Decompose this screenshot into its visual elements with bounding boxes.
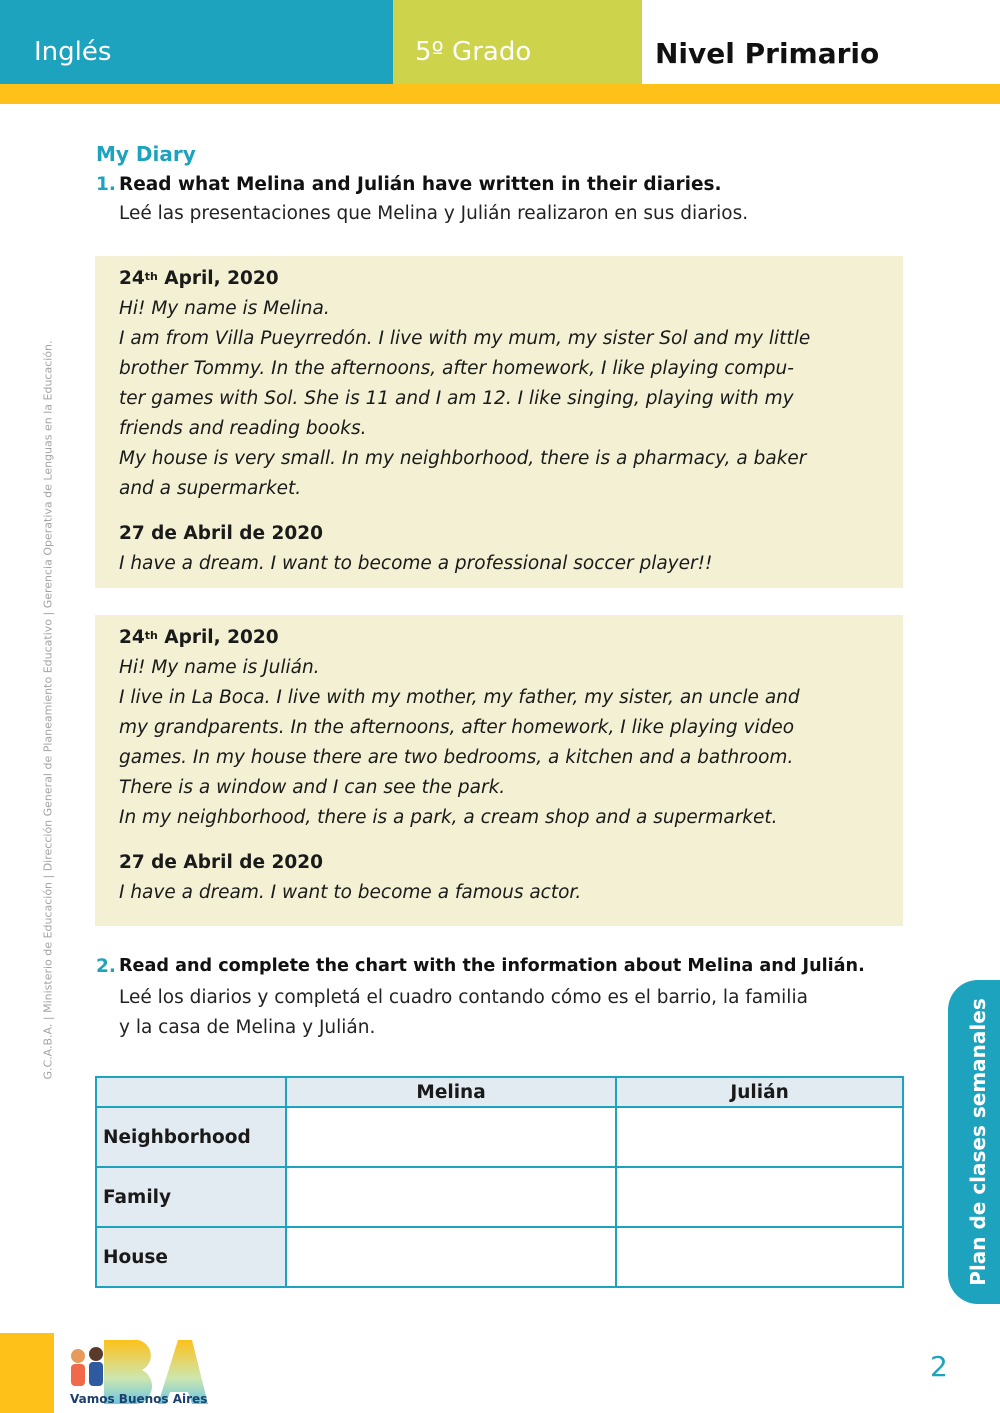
chart-cell-julian-neighborhood[interactable] — [616, 1107, 903, 1167]
side-tab — [948, 980, 1000, 1304]
diary-julian — [95, 615, 903, 926]
diary-melina-line: brother Tommy. In the afternoons, after homework, I like playing compu- — [119, 358, 794, 379]
logo-text: Vamos Buenos Aires — [70, 1392, 208, 1406]
header-band — [0, 84, 1000, 104]
header-grade: 5º Grado — [393, 0, 642, 84]
activity-1-instruction-en: Read what Melina and Julián have written in their diaries. — [119, 174, 722, 195]
header-subject: Inglés — [0, 0, 393, 84]
chart-cell-melina-house[interactable] — [286, 1227, 616, 1287]
diary-julian-line: Hi! My name is Julián. — [119, 657, 320, 678]
side-tab-label: Plan de clases semanales — [966, 998, 990, 1286]
info-chart — [95, 1076, 904, 1288]
diary-julian-line: There is a window and I can see the park. — [119, 777, 506, 798]
chart-cell-melina-neighborhood[interactable] — [286, 1107, 616, 1167]
diary-julian-line: In my neighborhood, there is a park, a cream shop and a supermarket. — [119, 807, 778, 828]
diary-julian-line: games. In my house there are two bedrooms, a kitchen and a bathroom. — [119, 747, 794, 768]
activity-2-instruction-es-1: Leé los diarios y completá el cuadro contando cómo es el barrio, la familia — [119, 987, 808, 1008]
diary-melina-line: Hi! My name is Melina. — [119, 298, 330, 319]
chart-header-empty — [96, 1077, 286, 1107]
chart-cell-melina-family[interactable] — [286, 1167, 616, 1227]
chart-row-label-family: Family — [96, 1167, 286, 1227]
activity-1-number: 1. — [96, 174, 116, 195]
activity-2-instruction-es-2: y la casa de Melina y Julián. — [119, 1017, 376, 1038]
side-credit: G.C.A.B.A. | Ministerio de Educación | Dirección General de Planeamiento Educativo | Gerencia Operativa de Lenguas en la Educación. — [41, 340, 55, 1080]
diary-melina-line: and a supermarket. — [119, 478, 302, 499]
diary-melina-line: friends and reading books. — [119, 418, 367, 439]
diary-melina-line: I am from Villa Pueyrredón. I live with my mum, my sister Sol and my little — [119, 328, 811, 349]
diary-julian-line: I live in La Boca. I live with my mother, my father, my sister, an uncle and — [119, 687, 800, 708]
chart-cell-julian-house[interactable] — [616, 1227, 903, 1287]
activity-2-number: 2. — [96, 956, 116, 977]
diary-melina-date-1: 24th April, 2020 — [119, 268, 279, 289]
footer-yellow-block — [0, 1333, 54, 1413]
header-level: Nivel Primario — [642, 0, 1000, 84]
activity-1-instruction-es: Leé las presentaciones que Melina y Julián realizaron en sus diarios. — [119, 203, 749, 224]
chart-row-label-house: House — [96, 1227, 286, 1287]
chart-header-julian: Julián — [616, 1077, 903, 1107]
diary-melina-dream: I have a dream. I want to become a professional soccer player!! — [119, 553, 713, 574]
diary-julian-date-1: 24th April, 2020 — [119, 627, 279, 648]
chart-header-melina: Melina — [286, 1077, 616, 1107]
activity-2-instruction-en: Read and complete the chart with the information about Melina and Julián. — [119, 956, 865, 976]
diary-melina-date-2: 27 de Abril de 2020 — [119, 523, 323, 544]
page-number: 2 — [930, 1350, 948, 1383]
diary-melina — [95, 256, 903, 588]
diary-julian-line: my grandparents. In the afternoons, after homework, I like playing video — [119, 717, 795, 738]
diary-julian-date-2: 27 de Abril de 2020 — [119, 852, 323, 873]
diary-melina-line: My house is very small. In my neighborhood, there is a pharmacy, a baker — [119, 448, 807, 469]
section-title: My Diary — [96, 142, 196, 166]
page-header — [0, 0, 1000, 84]
chart-cell-julian-family[interactable] — [616, 1167, 903, 1227]
diary-melina-line: ter games with Sol. She is 11 and I am 12. I like singing, playing with my — [119, 388, 794, 409]
chart-row-label-neighborhood: Neighborhood — [96, 1107, 286, 1167]
diary-julian-dream: I have a dream. I want to become a famous actor. — [119, 882, 582, 903]
